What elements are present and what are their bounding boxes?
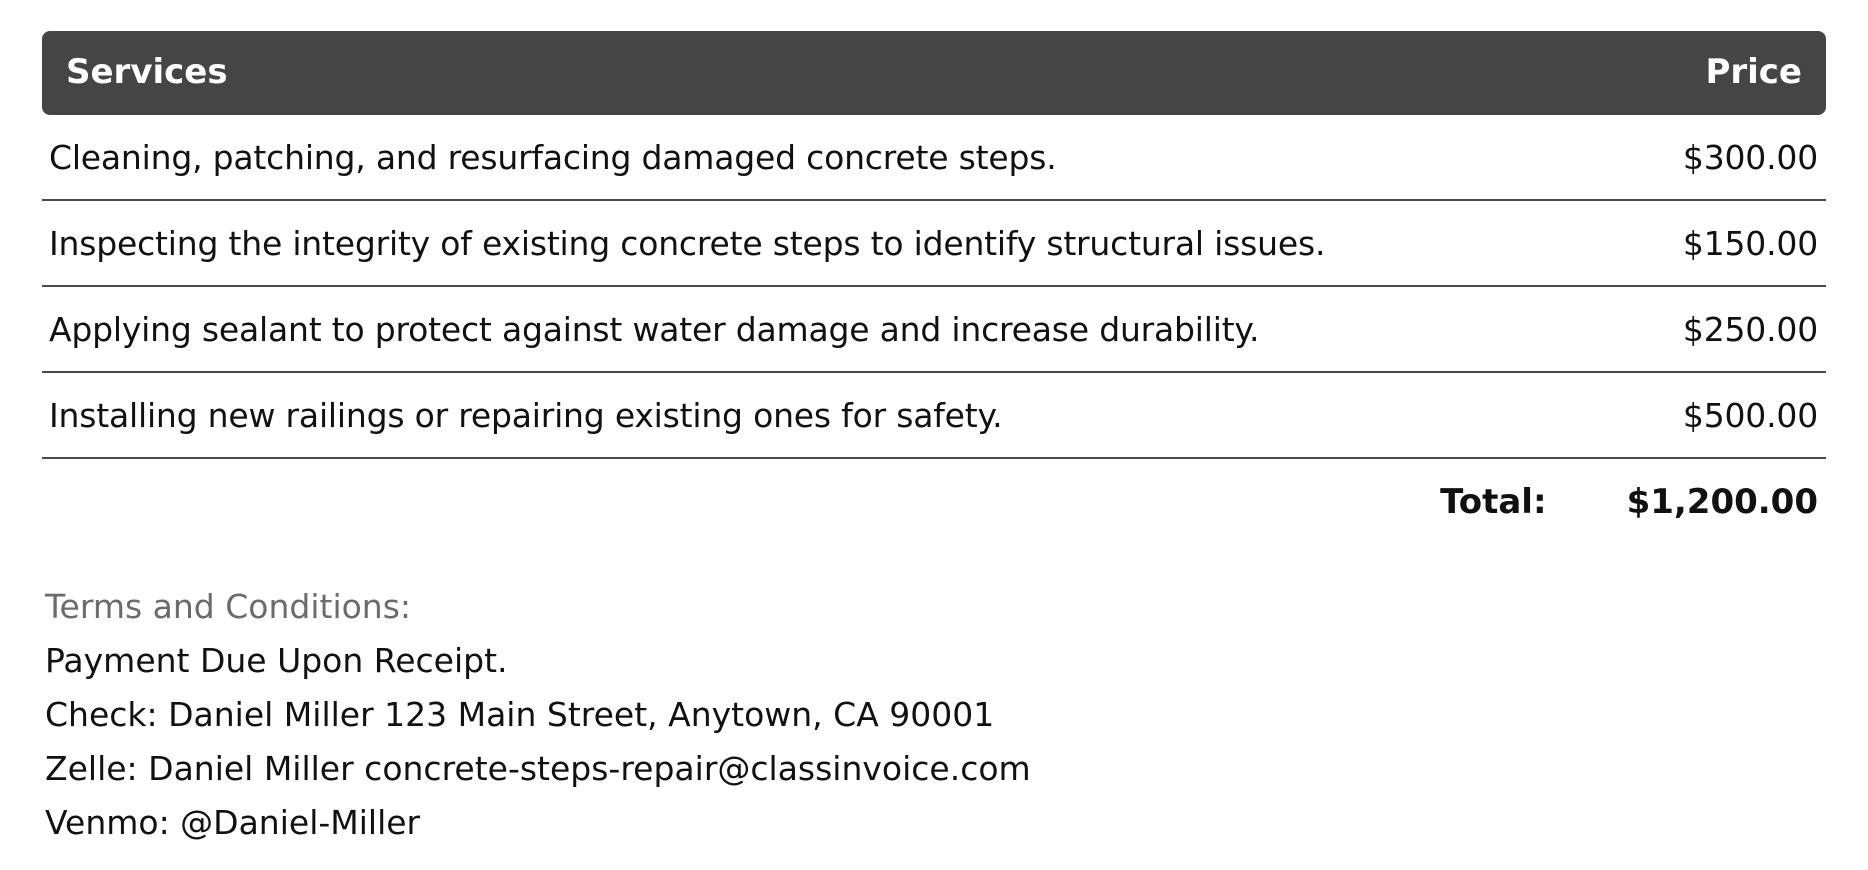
service-price: $250.00 [1682, 309, 1818, 349]
total-row [42, 459, 1826, 545]
venmo-payment-line: Venmo: @Daniel-Miller [45, 803, 421, 842]
table-row [42, 201, 1826, 287]
service-price: $150.00 [1682, 223, 1818, 263]
check-payment-line: Check: Daniel Miller 123 Main Street, Anytown, CA 90001 [45, 695, 995, 734]
table-header [42, 31, 1826, 115]
service-description: Inspecting the integrity of existing concrete steps to identify structural issues. [49, 223, 1326, 263]
table-row [42, 287, 1826, 373]
invoice-services-table [42, 31, 1826, 545]
table-row [42, 115, 1826, 201]
price-column-header: Price [1705, 52, 1802, 92]
service-price: $500.00 [1682, 395, 1818, 435]
payment-due-line: Payment Due Upon Receipt. [45, 641, 508, 680]
services-column-header: Services [66, 52, 228, 92]
service-description: Installing new railings or repairing existing ones for safety. [49, 395, 1003, 435]
service-price: $300.00 [1682, 137, 1818, 177]
service-description: Applying sealant to protect against water damage and increase durability. [49, 309, 1260, 349]
zelle-payment-line: Zelle: Daniel Miller concrete-steps-repair@classinvoice.com [45, 749, 1031, 788]
table-row [42, 373, 1826, 459]
terms-and-conditions [45, 580, 1031, 850]
terms-title: Terms and Conditions: [45, 587, 412, 626]
total-label: Total: [1440, 482, 1547, 522]
total-value: $1,200.00 [1626, 482, 1818, 522]
service-description: Cleaning, patching, and resurfacing damaged concrete steps. [49, 137, 1057, 177]
